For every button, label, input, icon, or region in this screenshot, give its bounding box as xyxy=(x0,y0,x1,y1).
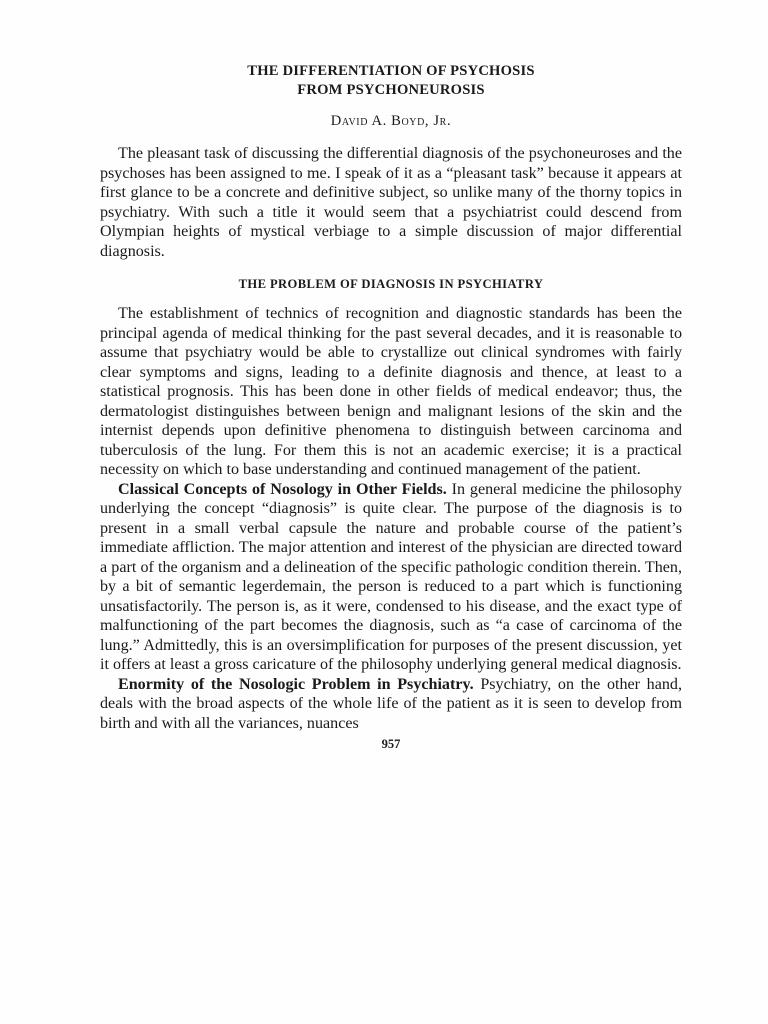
document-page xyxy=(100,62,682,752)
enormity-run-in-heading: Enormity of the Nosologic Problem in Psychiatry. xyxy=(118,675,474,693)
classical-concepts-text: In general medicine the philosophy underlying the concept “diagnosis” is quite clear. The purpose of the diagnosis is to present in a small verbal capsule the nature and probable course of the patient’s immediate affliction. The major attention and interest of the physician are directed toward a part of the organism and a delineation of the specific pathologic condition therein. Then, by a bit of semantic legerdemain, the person is reduced to a part which is functioning unsatisfactorily. The person is, as it were, condensed to his disease, and the exact type of malfunctioning of the part becomes the diagnosis, such as “a case of carcinoma of the lung.” Admittedly, this is an oversimplification for purposes of the present discussion, yet it offers at least a gross caricature of the philosophy underlying general medical diagnosis. xyxy=(100,480,682,673)
enormity-paragraph xyxy=(100,675,682,734)
author-byline: David A. Boyd, Jr. xyxy=(330,113,452,129)
classical-concepts-paragraph xyxy=(100,480,682,675)
section-heading: THE PROBLEM OF DIAGNOSIS IN PSYCHIATRY xyxy=(238,277,544,291)
title-line-1: THE DIFFERENTIATION OF PSYCHOSIS xyxy=(247,63,535,79)
page-number: 957 xyxy=(381,737,401,751)
article-title xyxy=(100,62,682,100)
body-paragraph-1: The establishment of technics of recognition and diagnostic standards has been the principal agenda of medical thinking for the past several decades, and it is reasonable to assume that psychiatry would be able to crystallize out clinical syndromes with fairly clear symptoms and signs, leading to a definite diagnosis and thence, at least to a statistical prognosis. This has been done in other fields of medical endeavor; thus, the dermatologist distinguishes between benign and malignant lesions of the skin and the internist depends upon definitive phenomena to distinguish between carcinoma and tuberculosis of the lung. For them this is not an academic exercise; it is a practical necessity on which to base understanding and continued management of the patient. xyxy=(100,305,682,478)
title-line-2: FROM PSYCHONEUROSIS xyxy=(297,82,485,98)
classical-concepts-run-in-heading: Classical Concepts of Nosology in Other Fields. xyxy=(118,480,447,498)
enormity-text: Psychiatry, on the other hand, deals with the broad aspects of the whole life of the patient as it is seen to develop from birth and with all the variances, nuances xyxy=(100,675,682,732)
intro-paragraph: The pleasant task of discussing the differential diagnosis of the psychoneuroses and the psychoses has been assigned to me. I speak of it as a “pleasant task” because it appears at first glance to be a concrete and definitive subject, so unlike many of the thorny topics in psychiatry. With such a title it would seem that a psychiatrist could descend from Olympian heights of mystical verbiage to a simple discussion of major differential diagnosis. xyxy=(100,145,682,260)
